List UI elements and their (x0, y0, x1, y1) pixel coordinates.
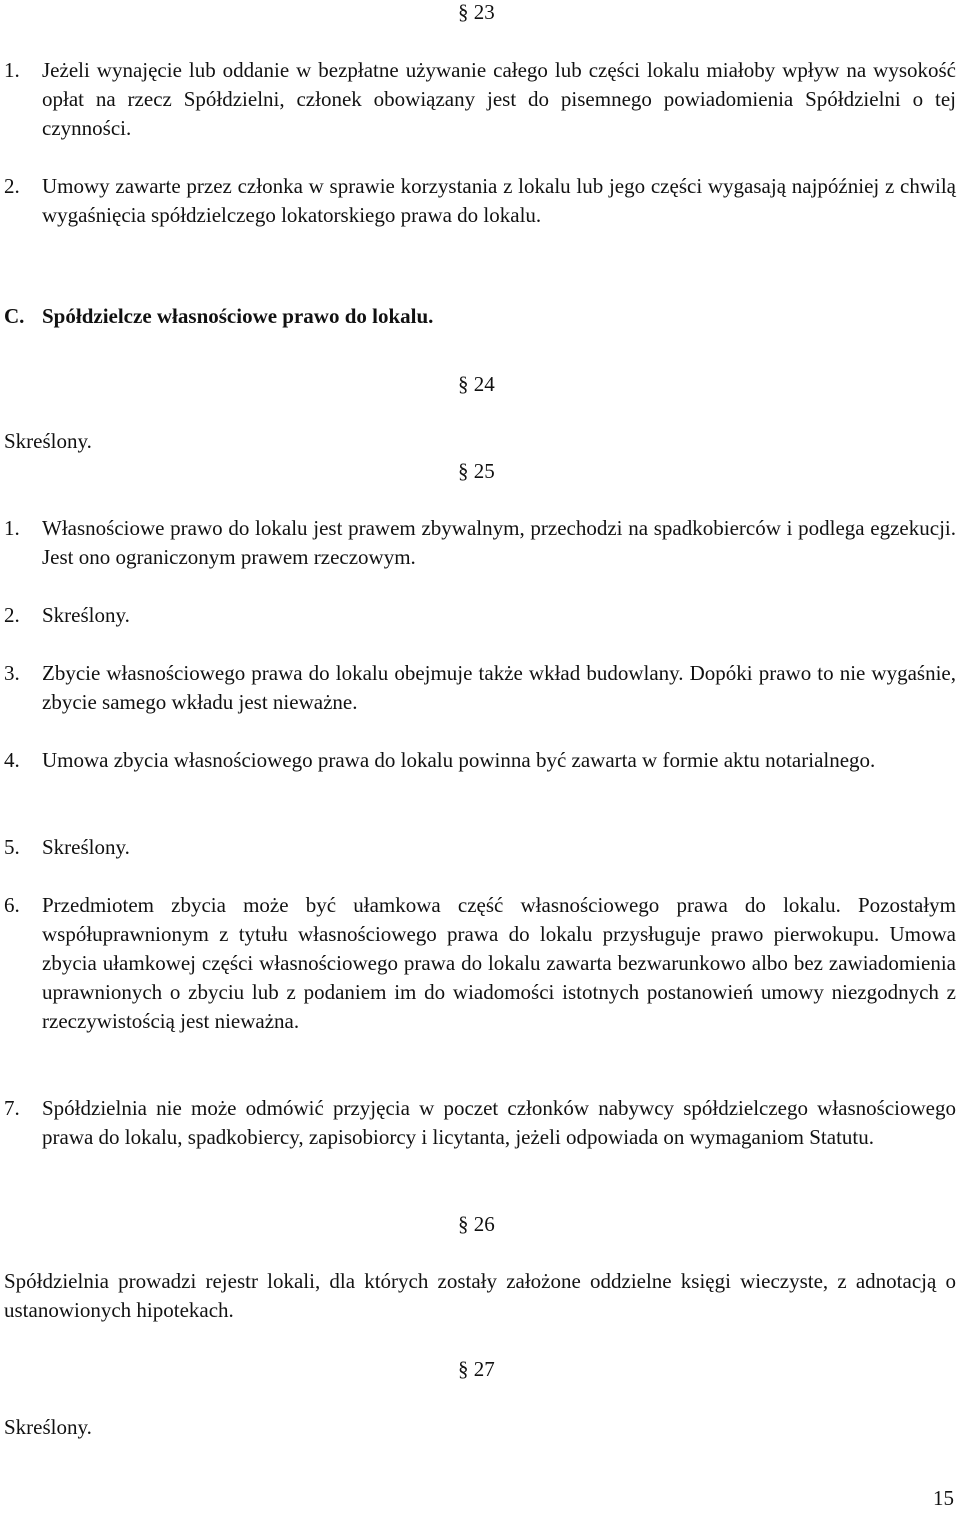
item-number: 2. (4, 174, 20, 198)
item-text: Spółdzielnia nie może odmówić przyjęcia w poczet członków nabywcy spółdzielczego własnościowego prawa do lokalu, spadkobiercy, zapisobiorcy i licytanta, jeżeli odpowiada on wymaganiom Statutu. (42, 1096, 956, 1149)
item-text: Jeżeli wynajęcie lub oddanie w bezpłatne używanie całego lub części lokalu miałoby wpływ na wysokość opłat na rzecz Spółdzielni, członek obowiązany jest do pisemnego powiadomienia Spółdzielni o tej czynności. (42, 58, 956, 140)
chapter-heading-c (4, 302, 433, 331)
page-number: 15 (933, 1486, 954, 1510)
section-24-text: Skreślony. (4, 429, 92, 453)
item-text: Zbycie własnościowego prawa do lokalu obejmuje także wkład budowlany. Dopóki prawo to nie wygaśnie, zbycie samego wkładu jest nieważne. (42, 661, 956, 714)
item-text: Umowa zbycia własnościowego prawa do lokalu powinna być zawarta w formie aktu notarialnego. (42, 748, 876, 772)
item-text: Umowy zawarte przez członka w sprawie korzystania z lokalu lub jego części wygasają najpóźniej z chwilą wygaśnięcia spółdzielczego lokatorskiego prawa do lokalu. (42, 174, 956, 227)
section-25-item-6 (4, 891, 956, 1036)
item-number: 7. (4, 1096, 20, 1120)
item-number: 3. (4, 661, 20, 685)
section-26-text: Spółdzielnia prowadzi rejestr lokali, dla których zostały założone oddzielne księgi wieczyste, z adnotacją o ustanowionych hipotekach. (4, 1269, 956, 1322)
item-text: Przedmiotem zbycia może być ułamkowa część własnościowego prawa do lokalu. Pozostałym współuprawnionym z tytułu własnościowego prawa do lokalu przysługuje prawo pierwokupu. Umowa zbycia ułamkowej części własnościowego prawa do lokalu zawarta bezwarunkowo albo bez zawiadomienia uprawnionych o zbyciu lub z podaniem im do wiadomości istotnych postanowień umowy niezgodnych z rzeczywistością jest nieważna. (42, 893, 956, 1033)
item-number: 5. (4, 835, 20, 859)
item-number: 1. (4, 58, 20, 82)
section-25-heading: § 25 (458, 459, 495, 483)
item-number: 1. (4, 516, 20, 540)
section-25-item-3 (4, 659, 956, 717)
chapter-letter: C. (4, 304, 25, 328)
section-23-heading: § 23 (458, 0, 495, 24)
item-number: 2. (4, 603, 20, 627)
item-number: 4. (4, 748, 20, 772)
item-number: 6. (4, 893, 20, 917)
section-25-item-4 (4, 746, 956, 775)
section-25-item-2 (4, 601, 956, 630)
section-25-item-7 (4, 1094, 956, 1152)
item-text: Skreślony. (42, 603, 130, 627)
section-24-heading: § 24 (458, 372, 495, 396)
section-27-heading: § 27 (458, 1357, 495, 1381)
section-25-item-5 (4, 833, 956, 862)
section-23-item-2 (4, 172, 956, 230)
section-26-heading: § 26 (458, 1212, 495, 1236)
item-text: Własnościowe prawo do lokalu jest prawem zbywalnym, przechodzi na spadkobierców i podlega egzekucji. Jest ono ograniczonym prawem rzeczowym. (42, 516, 956, 569)
section-27-text: Skreślony. (4, 1415, 92, 1439)
section-23-item-1 (4, 56, 956, 143)
chapter-title: Spółdzielcze własnościowe prawo do lokalu. (42, 304, 434, 328)
section-25-item-1 (4, 514, 956, 572)
item-text: Skreślony. (42, 835, 130, 859)
